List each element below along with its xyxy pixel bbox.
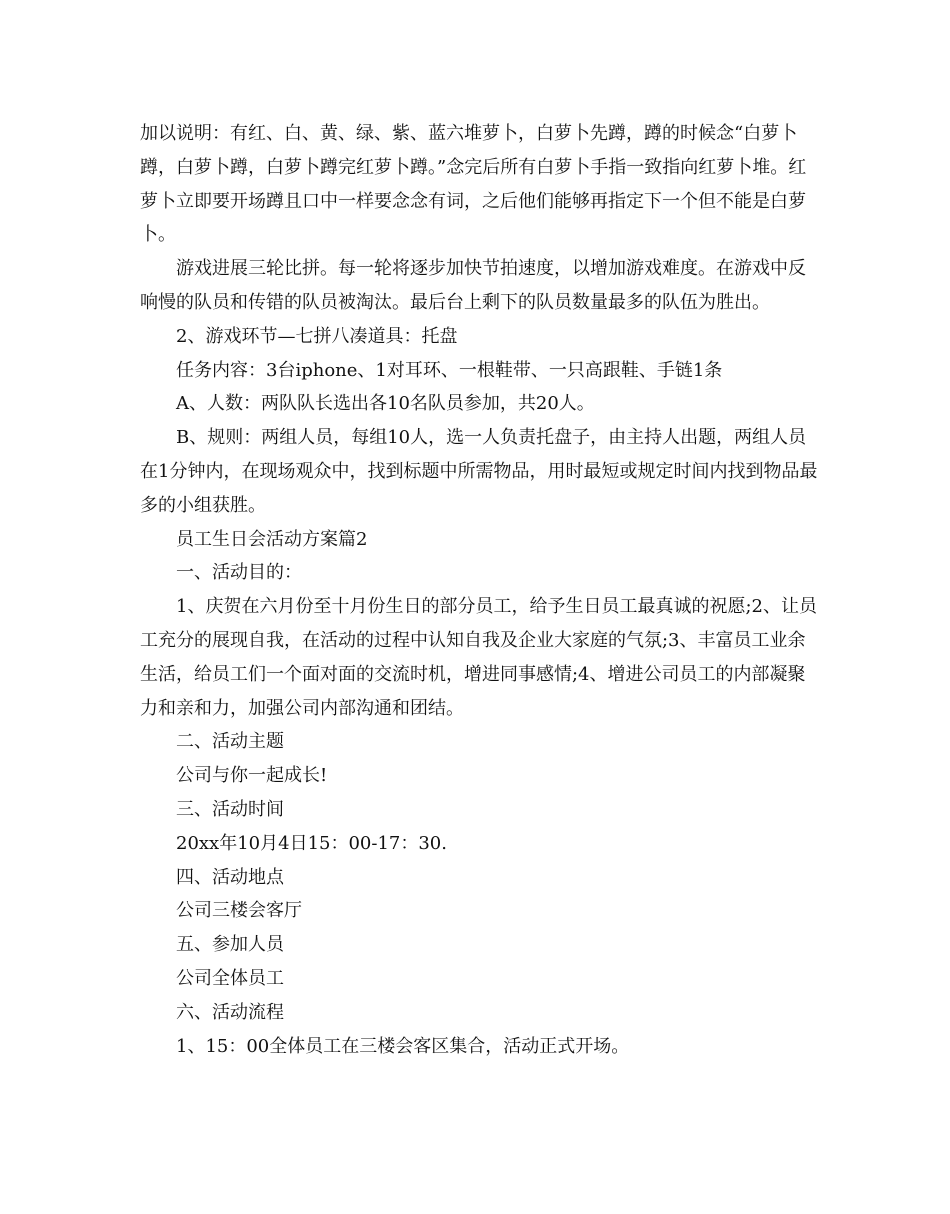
heading-activity-flow: 六、活动流程 <box>176 1001 284 1023</box>
paragraph-rules-explanation: 加以说明：有红、白、黄、绿、紫、蓝六堆萝卜，白萝卜先蹲，蹲的时候念“白萝卜蹲，白萝卜蹲，白萝卜蹲完红萝卜蹲。”念完后所有白萝卜手指一致指向红萝卜堆。红萝卜立即要开场蹲且口中一样要念念有词，之后他们能够再指定下一个但不能是白萝卜。 <box>140 123 807 246</box>
paragraph-game-section-2: 2、游戏环节—七拼八凑道具：托盘 <box>176 325 458 347</box>
paragraph-participants: 公司全体员工 <box>176 967 284 989</box>
paragraph-task-content: 任务内容：3台iphone、1对耳环、一根鞋带、一只高跟鞋、手链1条 <box>176 359 723 381</box>
paragraph-activity-theme: 公司与你一起成长! <box>176 765 328 787</box>
heading-activity-location: 四、活动地点 <box>176 866 284 888</box>
heading-activity-theme: 二、活动主题 <box>176 731 284 753</box>
paragraph-activity-flow-1: 1、15：00全体员工在三楼会客区集合，活动正式开场。 <box>176 1035 630 1057</box>
heading-activity-time: 三、活动时间 <box>176 798 284 820</box>
document-body <box>140 117 820 1063</box>
paragraph-activity-time: 20xx年10月4日15：00-17：30. <box>176 832 447 854</box>
paragraph-activity-purpose: 1、庆贺在六月份至十月份生日的部分员工，给予生日员工最真诚的祝愿;2、让员工充分的展现自我，在活动的过程中认知自我及企业大家庭的气氛;3、丰富员工业余生活，给员工们一个面对面的交流时机，增进同事感情;4、增进公司员工的内部凝聚力和亲和力，加强公司内部沟通和团结。 <box>140 596 817 719</box>
paragraph-rules: B、规则：两组人员，每组10人，选一人负责托盘子，由主持人出题，两组人员在1分钟内，在现场观众中，找到标题中所需物品，用时最短或规定时间内找到物品最多的小组获胜。 <box>140 427 818 516</box>
heading-activity-purpose: 一、活动目的： <box>176 562 302 584</box>
paragraph-game-rounds: 游戏进展三轮比拼。每一轮将逐步加快节拍速度，以增加游戏难度。在游戏中反响慢的队员和传错的队员被淘汰。最后台上剩下的队员数量最多的队伍为胜出。 <box>140 258 806 313</box>
section-title-plan-2: 员工生日会活动方案篇2 <box>176 528 368 550</box>
paragraph-participants-count: A、人数：两队队长选出各10名队员参加，共20人。 <box>176 393 595 415</box>
heading-participants: 五、参加人员 <box>176 934 284 956</box>
paragraph-activity-location: 公司三楼会客厅 <box>176 900 302 922</box>
